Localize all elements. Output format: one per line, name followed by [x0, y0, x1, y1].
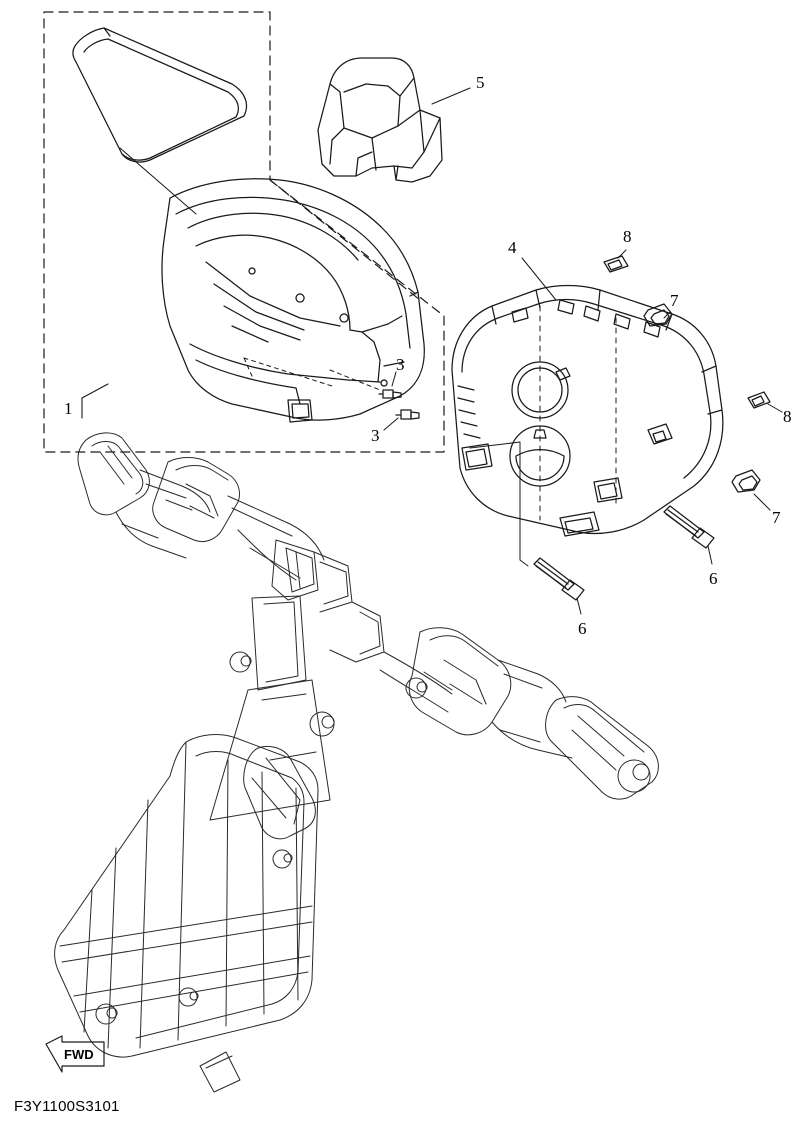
- callout-1: 1: [64, 399, 73, 418]
- callout-8-lower: 8: [783, 407, 792, 426]
- leader-1: [82, 384, 108, 418]
- bolt-6-left: [534, 558, 584, 600]
- leader-6-to-panel: [470, 442, 528, 566]
- callout-6-right: 6: [709, 569, 718, 588]
- bolt-6-right: [664, 506, 714, 548]
- washer-8-upper: [604, 256, 628, 272]
- washer-8-lower: [748, 392, 770, 408]
- screw-3-upper: [379, 390, 401, 398]
- nut-7-upper: [644, 304, 672, 326]
- leader-3-upper: [392, 372, 396, 386]
- callout-3-upper: 3: [396, 355, 405, 374]
- callout-4: 4: [508, 238, 517, 257]
- screw-3-lower: [396, 410, 419, 419]
- handlebar-cover-main: [162, 179, 424, 422]
- front-cowl-ghost: [55, 735, 318, 1092]
- meter-visor: [318, 58, 442, 182]
- nut-7-lower: [732, 470, 760, 492]
- callout-8-upper: 8: [623, 227, 632, 246]
- cover-detail-inset: [73, 28, 247, 162]
- leader-6-left: [577, 598, 581, 614]
- callout-6-left: 6: [578, 619, 587, 638]
- callout-3-lower: 3: [371, 426, 380, 445]
- figure-code: F3Y1100S3101: [14, 1098, 120, 1115]
- leader-7-lower: [754, 494, 770, 510]
- callout-5: 5: [476, 73, 485, 92]
- leader-6-right: [708, 546, 712, 564]
- leader-inset-to-cover: [120, 148, 196, 214]
- leader-3-lower: [384, 418, 398, 430]
- leader-5: [432, 88, 470, 104]
- leader-8-lower: [768, 404, 782, 412]
- callout-7-upper: 7: [670, 291, 679, 310]
- handlebar-assembly-ghost: [78, 433, 658, 820]
- meter-inner-panel: [452, 286, 723, 537]
- callout-7-lower: 7: [772, 508, 781, 527]
- fwd-label: FWD: [64, 1047, 94, 1062]
